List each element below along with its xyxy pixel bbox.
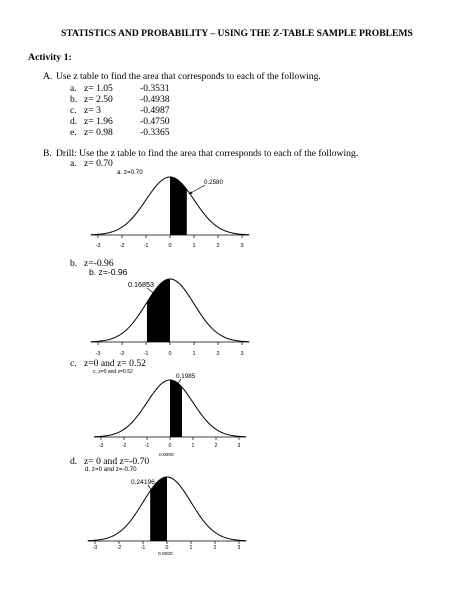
tick-label: -1: [143, 243, 149, 249]
tick-label: 1: [192, 243, 196, 249]
zero-area-label: 0.0000: [158, 552, 173, 557]
tick-label: -1: [143, 351, 149, 357]
tick-label: 1: [192, 351, 196, 357]
area-label: 0.16853: [128, 280, 154, 289]
tick-label: 2: [213, 545, 217, 551]
tick-label: 1: [189, 545, 193, 551]
drill-letter: d.: [70, 456, 78, 467]
tick-label: 3: [240, 351, 244, 357]
tick-label: 3: [240, 243, 244, 249]
tick-label: 0: [165, 545, 169, 551]
drill-label: z= 0.70: [84, 158, 113, 169]
item-area: -0.4938: [140, 94, 170, 105]
drill-label: z=0 and z= 0.52: [84, 358, 146, 369]
tick-label: 0: [168, 351, 172, 357]
graph-label: c. z=0 and z=0.52: [93, 369, 133, 375]
tick-label: 1: [191, 443, 195, 449]
item-letter: e.: [70, 127, 77, 138]
item-z: z= 3: [84, 105, 101, 116]
item-area: -0.3365: [140, 127, 170, 138]
tick-label: -2: [121, 443, 127, 449]
part-b-letter: B.: [43, 148, 52, 159]
item-z: z= 2.50: [84, 94, 113, 105]
tick-label: 2: [214, 443, 218, 449]
tick-label: -3: [92, 545, 98, 551]
activity-heading: Activity 1:: [28, 52, 72, 63]
item-letter: b.: [70, 94, 78, 105]
item-z: z= 1.96: [84, 116, 113, 127]
item-letter: a.: [70, 83, 77, 94]
drill-letter: a.: [70, 158, 77, 169]
item-area: -0.3531: [140, 83, 170, 94]
item-z: z= 1.05: [84, 83, 113, 94]
tick-label: 2: [216, 351, 220, 357]
tick-label: 0: [168, 443, 172, 449]
part-b-instruction: Drill: Use the z table to find the area that corresponds to each of the following.: [56, 148, 359, 159]
tick-label: -3: [95, 243, 101, 249]
tick-label: 0: [168, 243, 172, 249]
item-letter: d.: [70, 116, 78, 127]
tick-label: 3: [237, 443, 241, 449]
tick-label: -2: [119, 243, 125, 249]
page-title: STATISTICS AND PROBABILITY – USING THE Z-TABLE SAMPLE PROBLEMS: [61, 28, 413, 39]
drill-label: z=-0.96: [84, 258, 114, 269]
drill-label: z= 0 and z=-0.70: [84, 456, 150, 467]
part-a-instruction: Use z table to find the area that corresponds to each of the following.: [56, 71, 321, 82]
tick-label: -1: [140, 545, 146, 551]
zero-area-label: 0.0000: [159, 453, 174, 458]
tick-label: -2: [116, 545, 122, 551]
tick-label: -2: [119, 351, 125, 357]
tick-label: -3: [95, 351, 101, 357]
drill-letter: c.: [70, 358, 77, 369]
item-area: -0.4987: [140, 105, 170, 116]
item-letter: c.: [70, 105, 77, 116]
drill-letter: b.: [70, 258, 78, 269]
graph-label: d. z=0 and z=-0.70: [85, 466, 137, 473]
item-area: -0.4750: [140, 116, 170, 127]
area-label: 0.24196: [131, 479, 155, 486]
tick-label: 2: [216, 243, 220, 249]
part-a-letter: A.: [43, 71, 53, 82]
tick-label: 3: [237, 545, 241, 551]
graph-label: b. z=-0.96: [89, 267, 128, 277]
tick-label: -3: [98, 443, 104, 449]
item-z: z= 0.98: [84, 127, 113, 138]
area-label: 0.2580: [204, 179, 223, 186]
area-label: 0.1985: [176, 373, 196, 380]
tick-label: -1: [144, 443, 150, 449]
graph-label: a. z=0.70: [117, 169, 143, 176]
